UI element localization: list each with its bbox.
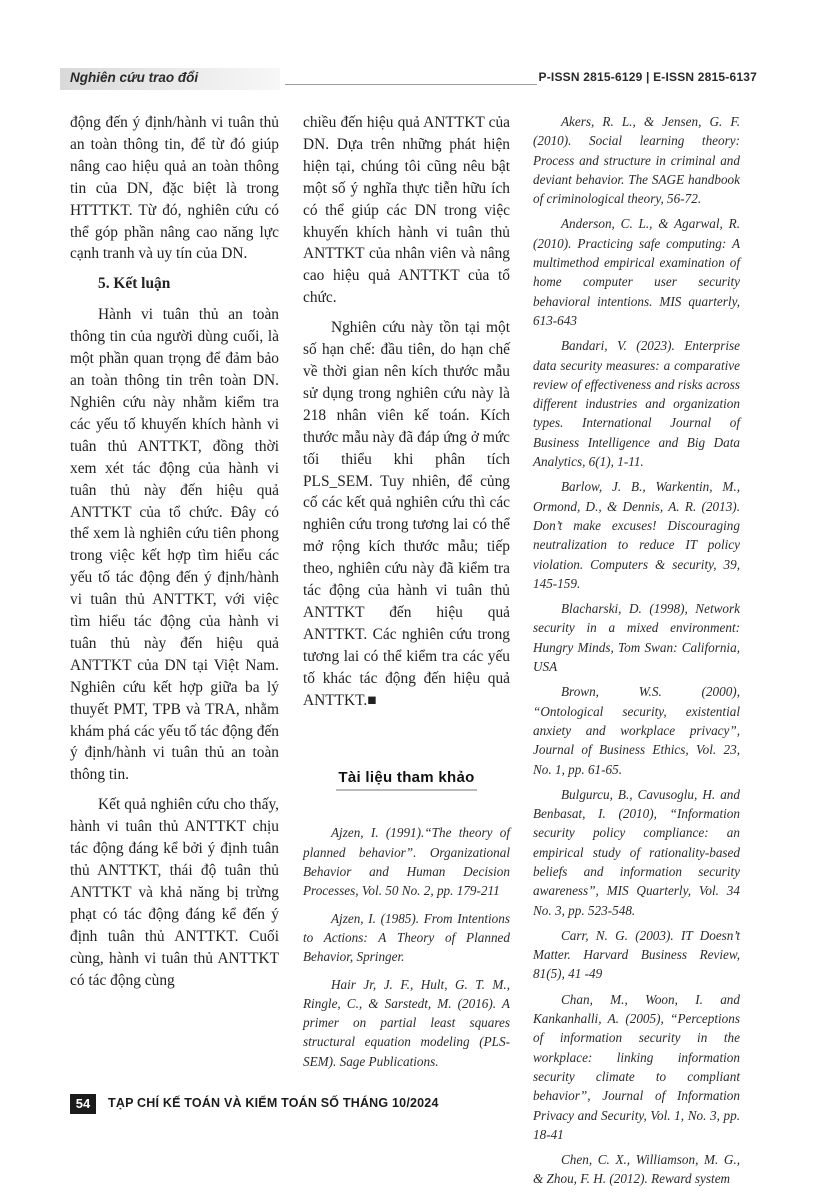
reference-item: Bandari, V. (2023). Enterprise data security measures: a comparative review of effectiveness and risks across different industries and organization types. International Journal of Business Intelligence and Big Data Analytics, 6(1), 1-11. <box>533 338 740 470</box>
reference-item: Carr, N. G. (2003). IT Doesn’t Matter. Harvard Business Review, 81(5), 41 -49 <box>533 927 740 982</box>
reference-item: Ajzen, I. (1991).“The theory of planned behavior”. Organizational Behavior and Human Decision Processes, Vol. 50 No. 2, pp. 179-211 <box>303 825 510 899</box>
reference-item: Bulgurcu, B., Cavusoglu, H. and Benbasat, I. (2010), “Information security policy compliance: an empirical study of rationality-based beliefs and information security awareness”, MIS Quarterly, Vol. 34 No. 3, pp. 523-548. <box>533 786 740 918</box>
reference-item: Chan, M., Woon, I. and Kankanhalli, A. (2005), “Perceptions of information security in the workplace: linking information security climate to compliant behavior”, Journal of Information Privacy and Security, Vol. 1, No. 3, pp. 18-41 <box>533 991 740 1142</box>
paragraph: Hành vi tuân thủ an toàn thông tin của người dùng cuối, là một phần quan trọng để đảm bảo an toàn thông tin trên toàn DN. Nghiên cứu này nhằm kiểm tra các yếu tố khuyến khích hành vi tuân thủ ANTTKT, đồng thời xem xét tác động của hành vi tuân thủ này đến hiệu quả ANTTKT của tổ chức. Đây có thể xem là nghiên cứu tiên phong trong việc kết hợp tìm hiểu các yếu tố tác động đến ý định/hành vi tuân thủ ANTTKT, với việc tìm hiểu tác động của hành vi tuân thủ này đến hiệu quả ANTTKT của DN tại Việt Nam. Nghiên cứu kết hợp giữa ba lý thuyết PMT, TPB và TRA, nhằm khám phá các yếu tố tác động đến ý định/hành vi tuân thủ an toàn thông tin. <box>70 306 279 784</box>
section-heading-conclusion: 5. Kết luận <box>98 275 171 293</box>
column-middle <box>303 112 510 1079</box>
header-divider <box>285 84 537 85</box>
column-left <box>70 112 279 999</box>
paragraph: Kết quả nghiên cứu cho thấy, hành vi tuân thủ ANTTKT chịu tác động đáng kể bởi ý định tuân thủ ANTTKT, thái độ tuân thủ ANTTKT và khả năng bị trừng phạt có tác động đáng kể đến ý định tuân thủ ANTTKT. Cuối cùng, hành vi tuân thủ ANTTKT có tác động cùng <box>70 796 279 989</box>
references-heading <box>303 769 510 793</box>
paragraph: Nghiên cứu này tồn tại một số hạn chế: đầu tiên, do hạn chế về thời gian nên kích thước mẫu sử dụng trong nghiên cứu này là 218 nhân viên kế toán. Kích thước mẫu này đã đáp ứng ở mức tối thiểu khi phân tích PLS_SEM. Tuy nhiên, để củng cố các kết quả nghiên cứu thì các nghiên cứu trong tương lai có thể mở rộng kích thước mẫu; tiếp theo, nghiên cứu này đã kiểm tra tác động của hành vi tuân thủ ANTTKT đến hiệu quả ANTTKT. Các nghiên cứu trong tương lai có thể kiểm tra các yếu tố khác tác động đến hiệu quả ANTTKT.■ <box>303 319 510 709</box>
issn-label: P-ISSN 2815-6129 | E-ISSN 2815-6137 <box>538 70 757 84</box>
column-right <box>533 112 740 1195</box>
section-title: Nghiên cứu trao đổi <box>70 70 199 85</box>
journal-title: TẠP CHÍ KẾ TOÁN VÀ KIỂM TOÁN SỐ THÁNG 10/2024 <box>108 1096 439 1110</box>
reference-item: Ajzen, I. (1985). From Intentions to Actions: A Theory of Planned Behavior, Springer. <box>303 910 510 965</box>
paragraph: chiều đến hiệu quả ANTTKT của DN. Dựa trên những phát hiện hiện tại, chúng tôi cũng nêu bật một số ý nghĩa thực tiễn hữu ích có thể giúp các DN trong việc khuyến khích hành vi tuân thủ ANTTKT của nhân viên và nâng cao hiệu quả ANTTKT của tổ chức. <box>303 114 510 307</box>
reference-item: Barlow, J. B., Warkentin, M., Ormond, D., & Dennis, A. R. (2013). Don’t make excuses! Discouraging neutralization to reduce IT policy violation. Computers & security, 39, 145-159. <box>533 479 740 591</box>
reference-item: Brown, W.S. (2000), “Ontological security, existential anxiety and workplace privacy”, Journal of Business Ethics, Vol. 23, No. 1, pp. 61-65. <box>533 684 740 777</box>
page-number: 54 <box>70 1094 96 1114</box>
paragraph: động đến ý định/hành vi tuân thủ an toàn thông tin, để từ đó giúp nâng cao hiệu quả an toàn thông tin của DN, đặc biệt là trong HTTTKT. Từ đó, nghiên cứu có thể góp phần nâng cao năng lực cạnh tranh và uy tín của DN. <box>70 114 279 263</box>
reference-item: Akers, R. L., & Jensen, G. F. (2010). Social learning theory: Process and structure in criminal and deviant behavior. The SAGE handbook of criminological theory, 56-72. <box>533 114 740 207</box>
reference-item: Anderson, C. L., & Agarwal, R. (2010). Practicing safe computing: A multimethod empirical examination of home computer user security behavioral intentions. MIS quarterly, 613-643 <box>533 216 740 328</box>
reference-item: Hair Jr, J. F., Hult, G. T. M., Ringle, C., & Sarstedt, M. (2016). A primer on partial least squares structural equation modeling (PLS-SEM). Sage Publications. <box>303 976 510 1069</box>
references-heading-text: Tài liệu tham khảo <box>336 769 476 791</box>
reference-item: Chen, C. X., Williamson, M. G., & Zhou, F. H. (2012). Reward system <box>533 1152 740 1187</box>
reference-item: Blacharski, D. (1998), Network security in a mixed environment: Hungry Minds, Tom Swan: California, USA <box>533 601 740 675</box>
